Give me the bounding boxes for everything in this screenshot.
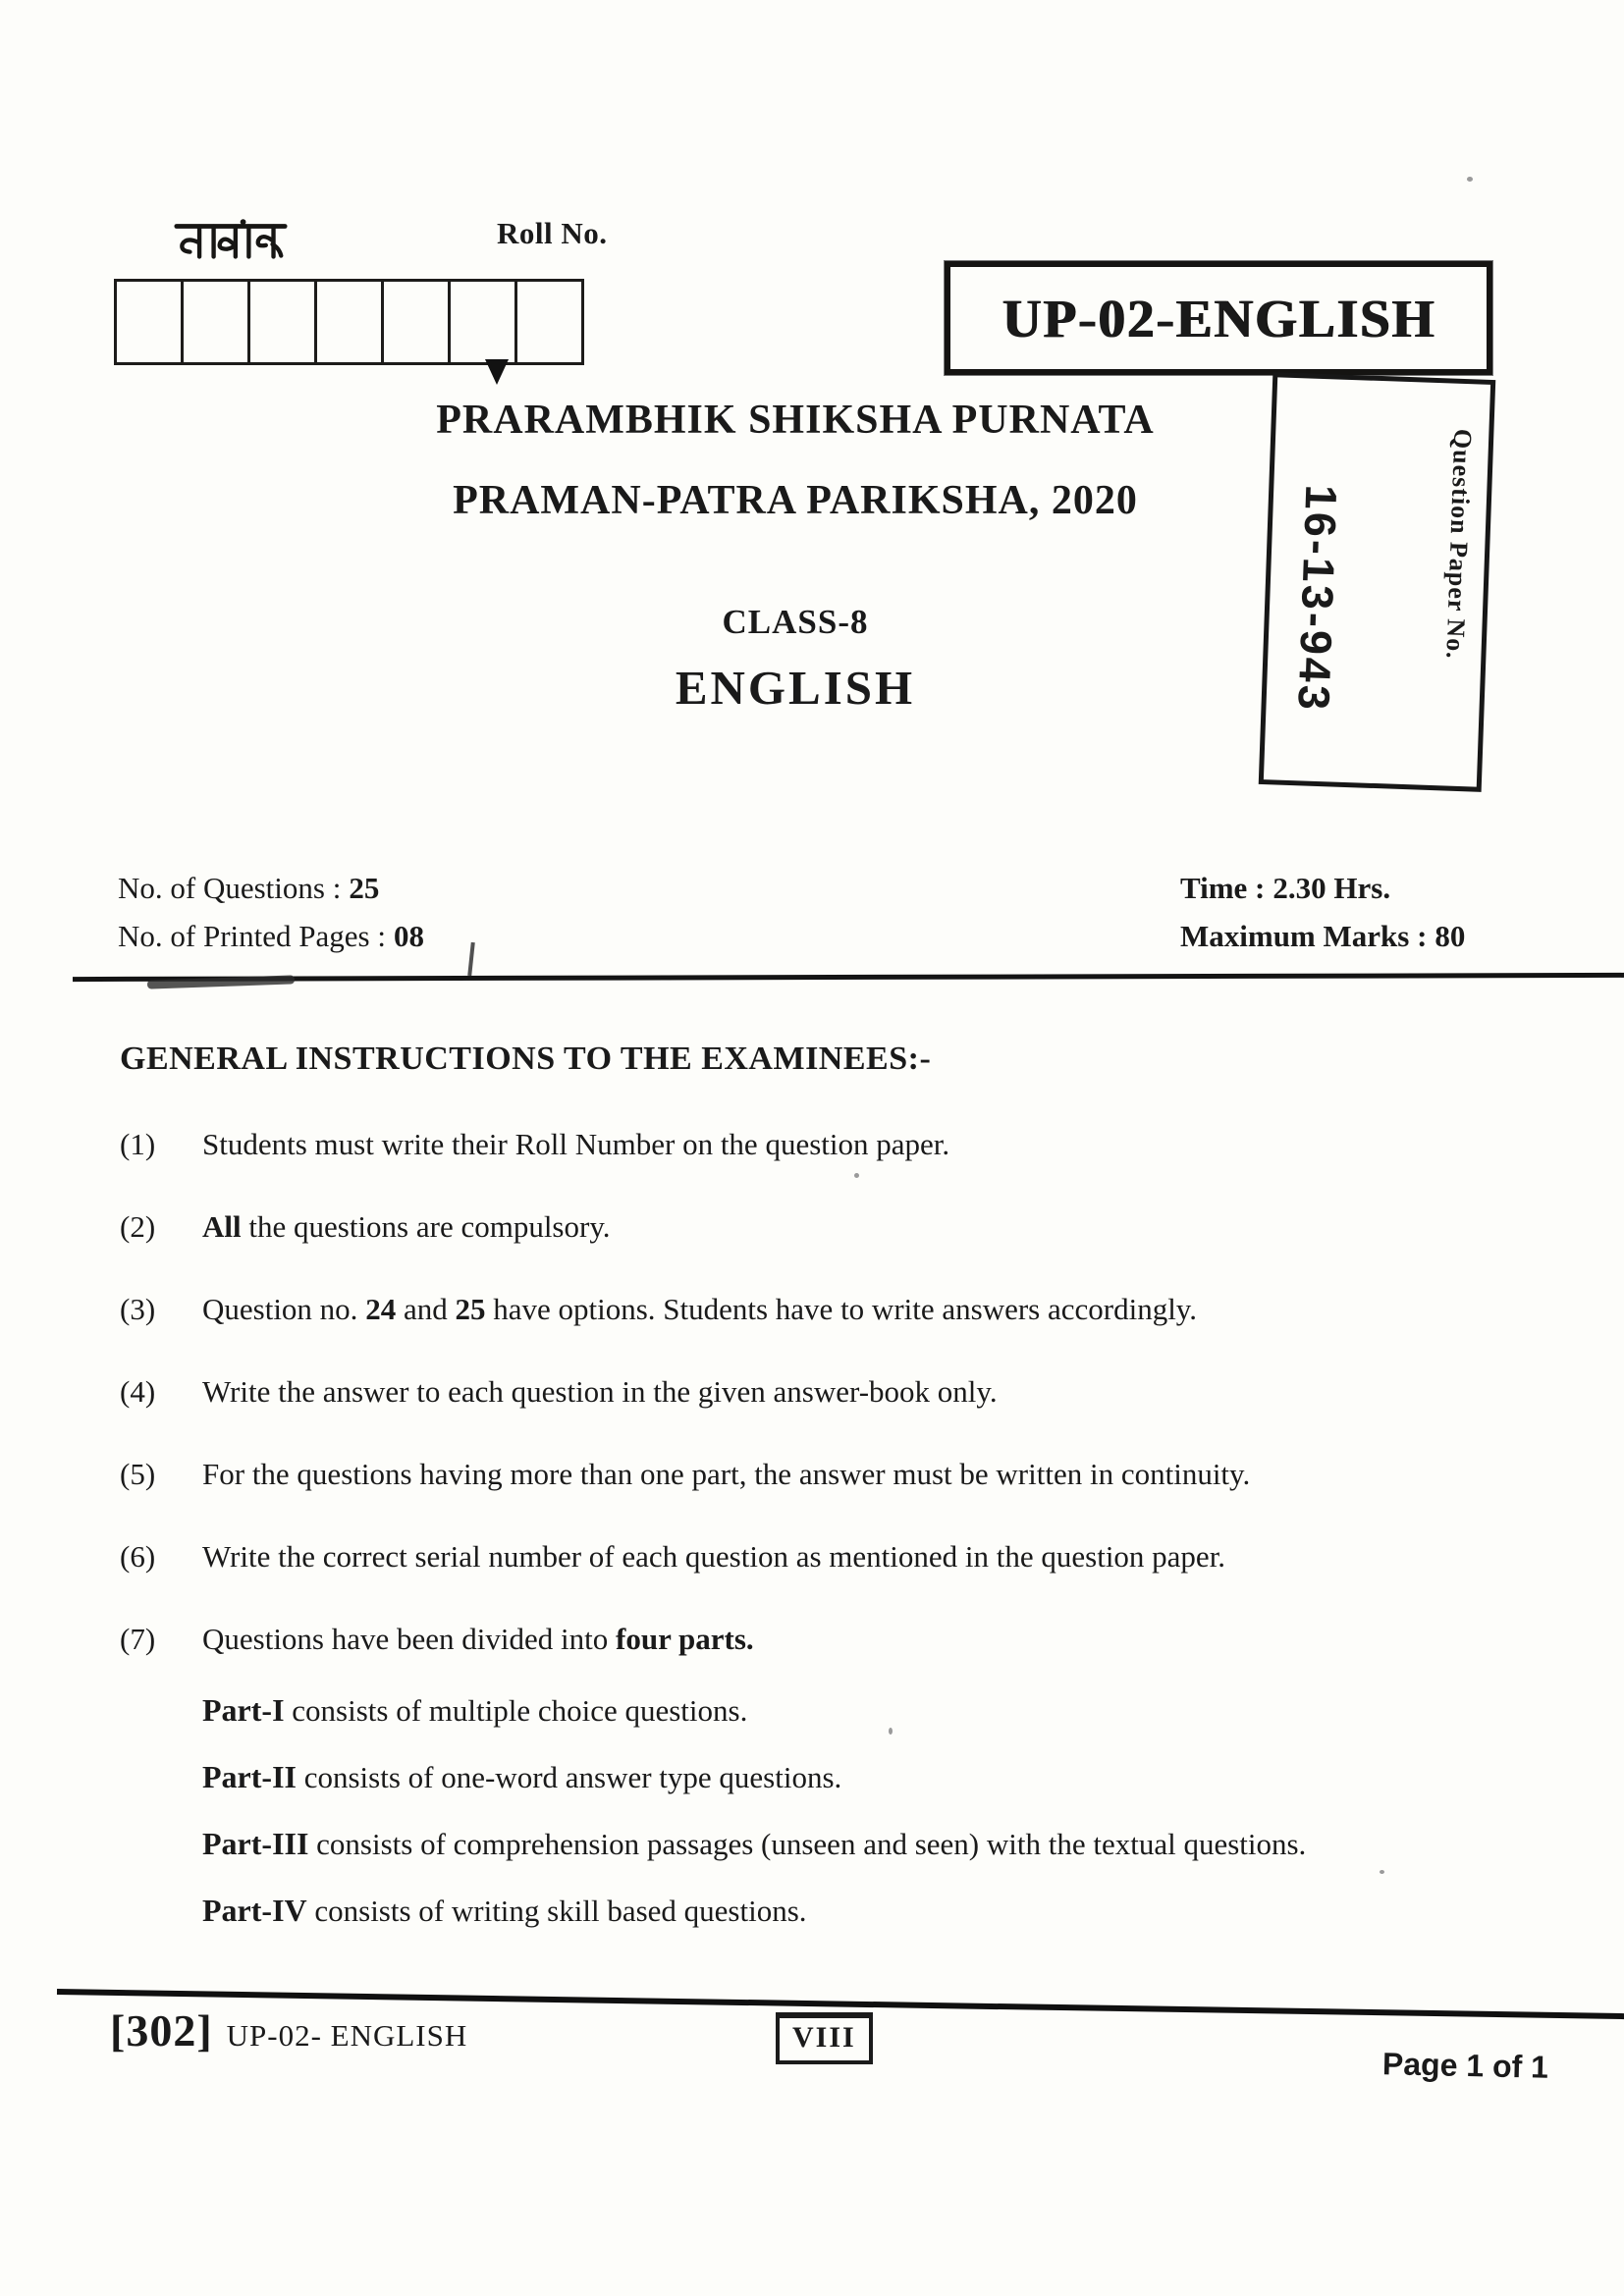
instruction-bold-segment: All [202,1209,242,1244]
printed-pages-line [118,912,424,960]
parts-list [202,1690,1565,1957]
header-divider-rule [73,973,1624,982]
instruction-segment: Students must write their Roll Number on the question paper. [202,1127,950,1161]
part-item [202,1824,1565,1864]
printed-pages-label: No. of Printed Pages : [118,919,386,953]
instruction-number: (7) [120,1622,156,1656]
part-text: consists of comprehension passages (unseen and seen) with the textual questions. [308,1827,1307,1861]
part-item [202,1757,1565,1797]
instruction-segment: have options. Students have to write answers accordingly. [485,1292,1198,1326]
instruction-text [202,1290,1197,1329]
naamank-devanagari-glyphs [173,218,289,263]
question-paper-no-label: Question Paper No. [1440,428,1478,661]
instruction-text [202,1537,1225,1576]
scan-speck [854,1173,859,1178]
paper-meta-left [118,864,424,960]
roll-box-cell [514,279,584,365]
max-marks-line [1180,912,1465,960]
scan-speck [1380,1870,1384,1874]
question-paper-no-value: 16-13-943 [1288,484,1347,714]
instruction-segment: Write the answer to each question in the given answer-book only. [202,1374,998,1409]
questions-count-label: No. of Questions : [118,871,342,905]
down-arrow-icon [485,359,509,385]
part-text: consists of one-word answer type questions. [296,1760,842,1794]
roll-box-cell [247,279,317,365]
time-label: Time : [1180,871,1266,905]
instruction-segment: and [396,1292,456,1326]
instruction-number: (5) [120,1457,156,1491]
instruction-text [202,1620,754,1659]
instruction-number: (4) [120,1374,156,1409]
subject-heading: ENGLISH [675,661,916,715]
instruction-number: (6) [120,1539,156,1574]
instruction-text [202,1125,949,1164]
naamank-label [173,218,289,268]
instructions-heading: GENERAL INSTRUCTIONS TO THE EXAMINEES:- [120,1041,932,1077]
instruction-segment: Question no. [202,1292,366,1326]
instruction-item [120,1372,1555,1412]
footer-booklet [110,2004,467,2056]
class-roman-badge: VIII [776,2012,873,2064]
roll-box-cell [314,279,384,365]
instruction-item [120,1455,1555,1494]
instruction-number: (3) [120,1292,156,1326]
scan-speck [1467,177,1473,182]
instruction-segment: For the questions having more than one part, the answer must be written in continuity. [202,1457,1251,1491]
time-line [1180,864,1465,912]
scan-stray-mark [467,942,475,976]
time-value: 2.30 Hrs. [1272,871,1391,905]
part-label: Part-I [202,1692,285,1728]
footer-paper-name: UP-02- ENGLISH [226,2018,468,2053]
max-marks-value: 80 [1435,919,1466,953]
printed-pages-value: 08 [393,919,424,953]
roll-box-cell [114,279,184,365]
instruction-bold-segment: four parts. [616,1622,754,1656]
scan-speck [889,1728,893,1735]
instructions-list [120,1125,1555,1702]
paper-meta-right [1180,864,1465,960]
questions-count-line [118,864,424,912]
instruction-segment: the questions are compulsory. [241,1209,611,1244]
instruction-item [120,1125,1555,1164]
page-indicator: Page 1 of 1 [1381,2046,1549,2085]
instruction-segment: Questions have been divided into [202,1622,616,1656]
exam-title-line1: PRARAMBHIK SHIKSHA PURNATA [436,398,1155,443]
instruction-text [202,1207,611,1247]
booklet-code: [302] [110,2005,213,2056]
roll-box-cell [381,279,451,365]
roll-box-cell [181,279,250,365]
instruction-item [120,1537,1555,1576]
part-item [202,1891,1565,1931]
part-text: consists of multiple choice questions. [284,1693,748,1728]
roll-number-boxes [114,279,584,365]
part-label: Part-II [202,1759,297,1794]
paper-code: UP-02-ENGLISH [1001,288,1435,348]
part-label: Part-IV [202,1893,307,1928]
instruction-segment: Write the correct serial number of each question as mentioned in the question paper. [202,1539,1226,1574]
part-item [202,1690,1565,1731]
instruction-text [202,1372,998,1412]
paper-code-box [945,261,1492,375]
roll-box-cell [448,279,517,365]
roll-no-label: Roll No. [497,216,608,250]
class-heading: CLASS-8 [722,603,869,641]
instruction-number: (2) [120,1209,156,1244]
instruction-item [120,1290,1555,1329]
instruction-bold-segment: 25 [455,1292,486,1326]
instruction-item [120,1207,1555,1247]
instruction-number: (1) [120,1127,156,1161]
instruction-text [202,1455,1250,1494]
instruction-bold-segment: 24 [365,1292,397,1326]
instruction-item [120,1620,1555,1659]
exam-title-line2: PRAMAN-PATRA PARIKSHA, 2020 [453,478,1138,523]
max-marks-label: Maximum Marks : [1180,919,1428,953]
part-text: consists of writing skill based questions. [306,1894,807,1928]
questions-count-value: 25 [349,871,380,905]
part-label: Part-III [202,1826,309,1861]
